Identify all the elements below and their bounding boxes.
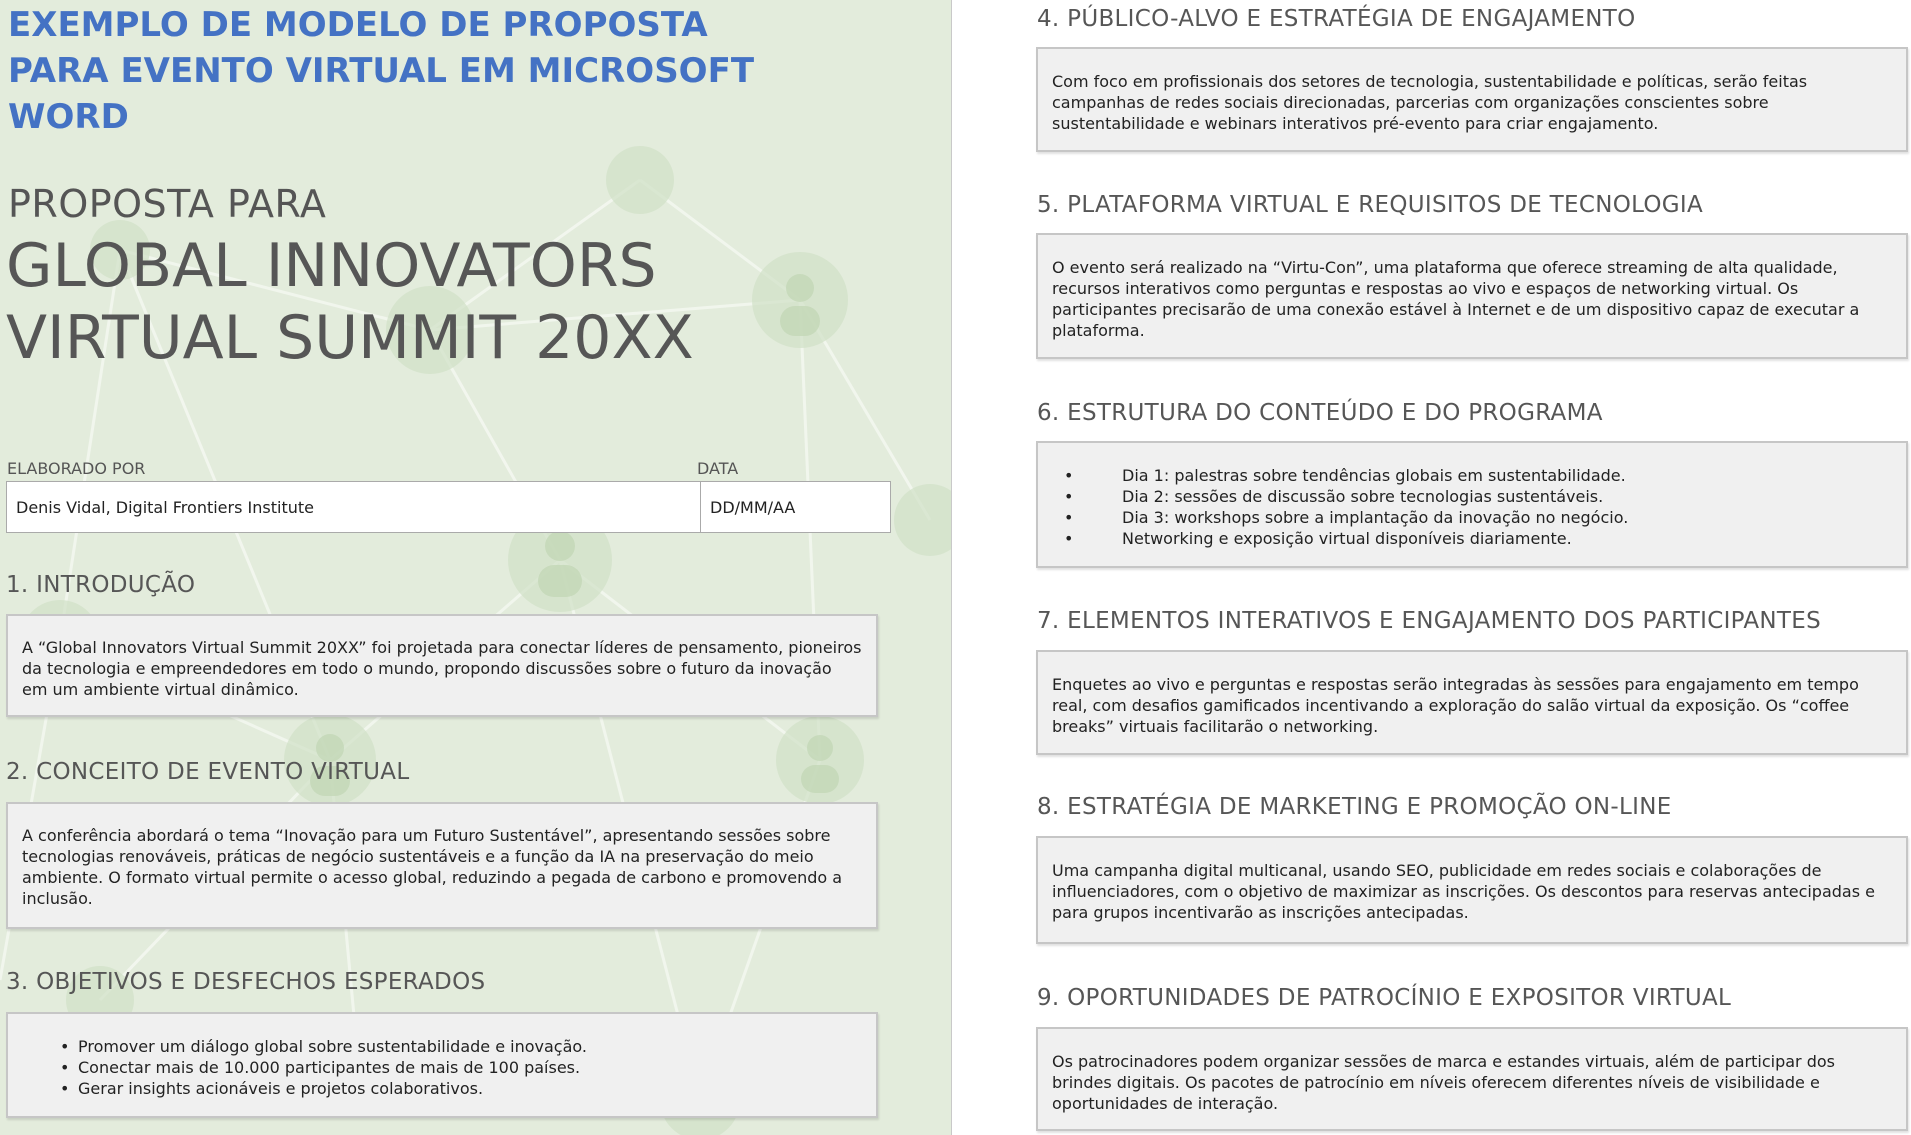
section-4-heading: 4. PÚBLICO-ALVO E ESTRATÉGIA DE ENGAJAMENTO bbox=[1037, 6, 1636, 32]
list-item: • Gerar insights acionáveis e projetos colaborativos. bbox=[22, 1078, 862, 1099]
section-5-box[interactable] bbox=[1036, 233, 1908, 359]
date-label: DATA bbox=[697, 459, 739, 478]
proposal-subtitle: PROPOSTA PARA bbox=[8, 182, 327, 226]
prepared-by-label: ELABORADO POR bbox=[7, 459, 146, 478]
section-2-heading: 2. CONCEITO DE EVENTO VIRTUAL bbox=[6, 759, 410, 785]
program-list bbox=[1052, 465, 1892, 549]
section-5-heading: 5. PLATAFORMA VIRTUAL E REQUISITOS DE TECNOLOGIA bbox=[1037, 192, 1704, 218]
event-title-line-1: GLOBAL INNOVATORS bbox=[6, 231, 657, 301]
section-4-box[interactable] bbox=[1036, 47, 1908, 152]
section-1-text: A “Global Innovators Virtual Summit 20XX” foi projetada para conectar líderes de pensamento, pioneiros da tecnologia e empreendedores em todo o mundo, propondo discussões sobre o futuro da inovação em um ambiente virtual dinâmico. bbox=[22, 638, 862, 699]
section-6-box[interactable] bbox=[1036, 441, 1908, 568]
prepared-by-field[interactable]: Denis Vidal, Digital Frontiers Institute bbox=[7, 482, 701, 532]
event-title bbox=[6, 230, 906, 374]
document-label: EXEMPLO DE MODELO DE PROPOSTA PARA EVENTO VIRTUAL EM MICROSOFT WORD bbox=[8, 5, 755, 137]
network-background-illustration bbox=[0, 0, 951, 1135]
section-9-text: Os patrocinadores podem organizar sessões de marca e estandes virtuais, além de participar dos brindes digitais. Os pacotes de patrocínio em níveis oferecem diferentes níveis de visibilidade e oportunidades de interação. bbox=[1052, 1052, 1835, 1113]
list-item: • Promover um diálogo global sobre sustentabilidade e inovação. bbox=[22, 1036, 862, 1057]
section-5-text: O evento será realizado na “Virtu-Con”, uma plataforma que oferece streaming de alta qualidade, recursos interativos como perguntas e respostas ao vivo e espaços de networking virtual. Os participantes precisarão de uma conexão estável à Internet e de um dispositivo capaz de executar a plataforma. bbox=[1052, 258, 1860, 340]
list-item: • Dia 2: sessões de discussão sobre tecnologias sustentáveis. bbox=[1052, 486, 1892, 507]
section-2-text: A conferência abordará o tema “Inovação para um Futuro Sustentável”, apresentando sessões sobre tecnologias renováveis, práticas de negócio sustentáveis e a função da IA na preservação do meio ambiente. O formato virtual permite o acesso global, reduzindo a pegada de carbono e promovendo a inclusão. bbox=[22, 826, 843, 908]
page-divider bbox=[951, 0, 952, 1135]
section-1-heading: 1. INTRODUÇÃO bbox=[6, 572, 196, 598]
cover-page bbox=[0, 0, 951, 1135]
event-title-line-2: VIRTUAL SUMMIT 20XX bbox=[6, 303, 694, 373]
section-9-heading: 9. OPORTUNIDADES DE PATROCÍNIO E EXPOSITOR VIRTUAL bbox=[1037, 985, 1732, 1011]
section-8-box[interactable] bbox=[1036, 836, 1908, 944]
section-3-heading: 3. OBJETIVOS E DESFECHOS ESPERADOS bbox=[6, 969, 486, 995]
section-6-heading: 6. ESTRUTURA DO CONTEÚDO E DO PROGRAMA bbox=[1037, 400, 1603, 426]
section-7-text: Enquetes ao vivo e perguntas e respostas serão integradas às sessões para engajamento em tempo real, com desafios gamificados incentivando a exploração do salão virtual da exposição. Os “coffee breaks” virtuais facilitarão o networking. bbox=[1052, 675, 1859, 736]
section-8-text: Uma campanha digital multicanal, usando SEO, publicidade em redes sociais e colaborações de influenciadores, com o objetivo de maximizar as inscrições. Os descontos para reservas antecipadas e para grupos incentivarão as inscrições antecipadas. bbox=[1052, 861, 1875, 922]
section-7-box[interactable] bbox=[1036, 650, 1908, 755]
list-item: • Dia 3: workshops sobre a implantação da inovação no negócio. bbox=[1052, 507, 1892, 528]
objectives-list bbox=[22, 1036, 862, 1099]
date-field[interactable]: DD/MM/AA bbox=[710, 497, 796, 517]
list-item: • Networking e exposição virtual disponíveis diariamente. bbox=[1052, 528, 1892, 549]
section-4-text: Com foco em profissionais dos setores de tecnologia, sustentabilidade e políticas, serão feitas campanhas de redes sociais direcionadas, parcerias com organizações conscientes sobre sustentabilidade e webinars interativos pré-evento para criar engajamento. bbox=[1052, 72, 1808, 133]
list-item: • Conectar mais de 10.000 participantes de mais de 100 países. bbox=[22, 1057, 862, 1078]
section-3-box[interactable] bbox=[6, 1012, 878, 1118]
section-9-box[interactable] bbox=[1036, 1027, 1908, 1131]
section-8-heading: 8. ESTRATÉGIA DE MARKETING E PROMOÇÃO ON-LINE bbox=[1037, 794, 1672, 820]
section-2-box[interactable] bbox=[6, 802, 878, 929]
list-item: • Dia 1: palestras sobre tendências globais em sustentabilidade. bbox=[1052, 465, 1892, 486]
section-7-heading: 7. ELEMENTOS INTERATIVOS E ENGAJAMENTO DOS PARTICIPANTES bbox=[1037, 608, 1821, 634]
prepared-by-table bbox=[6, 481, 891, 533]
section-1-box[interactable] bbox=[6, 614, 878, 717]
